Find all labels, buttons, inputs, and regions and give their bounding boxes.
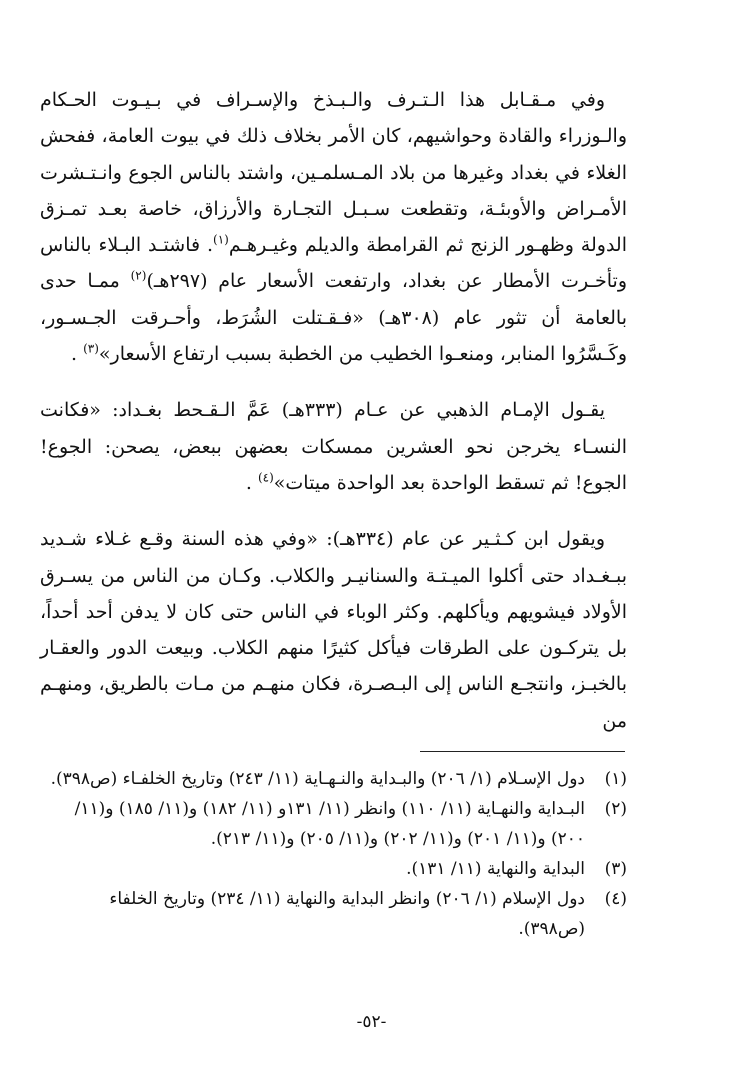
footnote-text: البداية والنهاية (١١/ ١٣١). [406, 859, 585, 879]
main-text [40, 82, 627, 739]
footnote-ref-4: (٤) [257, 470, 274, 485]
footnote-number: (٢) [604, 799, 627, 819]
footnote-3 [40, 854, 627, 884]
footnote-4 [40, 884, 627, 944]
footnotes [40, 764, 627, 944]
paragraph-1-text: وفي مـقـابل هذا الـتـرف والـبـذخ والإسـراف في بـيـوت الحـكام والـوزراء والقادة وحواشيهم، كان الأمر بخلاف ذلك في بيوت العامة، ففحش الغلاء في بغداد وغيرها من بلاد المـسلمـين، واشتد بالناس الجوع وانـتـشرت الأمـراض والأوبئـة، وتقطعت سـبـل التجـارة والأرزاق، خاصة بعـد تمـزق الدولة وظهـور الزنج ثم القرامطة والديلم وغيـرهـم [40, 89, 627, 257]
footnote-2 [40, 794, 627, 854]
footnote-ref-2: (٢) [130, 269, 147, 284]
paragraph-1-text-3: ممـا حدى بالعامة أن تثور عام (٣٠٨هـ) «فـقـتلت الشُرَط، وأحـرقت الجـسـور، وكَـسَّرُوا المنابر، ومنعـوا الخطيب من الخطبة بسبب ارتفاع الأسعار» [40, 270, 627, 366]
paragraph-2 [40, 392, 627, 501]
footnote-ref-3: (٣) [83, 341, 99, 356]
paragraph-2-text: يقـول الإمـام الذهبي عن عـام (٣٣٣هـ) عَمَّ الـقـحط بغـداد: «فكانت النسـاء يخرجن نحو العشرين ممسكات بعضهن ببعض، يصحن: الجوع! الجوع! ثم تسقط الواحدة بعد الواحدة ميتات» [40, 399, 627, 494]
footnote-text: البـداية والنهـاية (١١/ ١١٠) وانظر (١١/ ١٣١و (١١/ ١٨٢) و(١١/ ١٨٥) و(١١/ ٢٠٠) و(١١/ ٢٠١) و(١١/ ٢٠٢) و(١١/ ٢٠٥) و(١١/ ٢١٣). [74, 799, 585, 849]
footnote-number: (٣) [604, 859, 627, 879]
paragraph-1-end: . [71, 343, 84, 366]
paragraph-1-text-2: . فاشتـد البـلاء بالناس وتأخـرت الأمطار عن بغداد، وارتفعت الأسعار عام (٢٩٧هـ) [40, 234, 627, 293]
footnote-text: دول الإسـلام (١/ ٢٠٦) والبـداية والنـهـاية (١١/ ٢٤٣) وتاريخ الخلفـاء (ص٣٩٨). [50, 769, 585, 789]
footnote-number: (٤) [604, 889, 627, 909]
paragraph-1 [40, 82, 627, 372]
footnote-text: دول الإسلام (١/ ٢٠٦) وانظر البداية والنهاية (١١/ ٢٣٤) وتاريخ الخلفاء (ص٣٩٨). [109, 889, 585, 939]
footnote-1 [40, 764, 627, 794]
footnote-number: (١) [604, 769, 627, 789]
footnote-separator [420, 751, 625, 752]
paragraph-3-text: ويقول ابن كـثـير عن عام (٣٣٤هـ): «وفي هذه السنة وقـع غـلاء شـديد ببـغـداد حتى أكلوا الميـتـة والسنانيـر والكلاب. وكـان من الناس من يسـرق الأولاد فيشويهم ويأكلهم. وكثر الوباء في الناس حتى كان لا يدفن أحد أحداً، بل يتركـون على الطرقات فيأكل كثيرًا منهم الكلاب. وبيعت الدور والعقـار بالخبـز، وانتجـع الناس إلى البـصـرة، فكان منهـم من مـات بالطريق، ومنهـم من [40, 528, 627, 732]
footnote-ref-1: (١) [213, 232, 229, 247]
page-number: -٥٢- [356, 1012, 387, 1032]
paragraph-3 [40, 521, 627, 739]
paragraph-2-end: . [245, 471, 258, 494]
